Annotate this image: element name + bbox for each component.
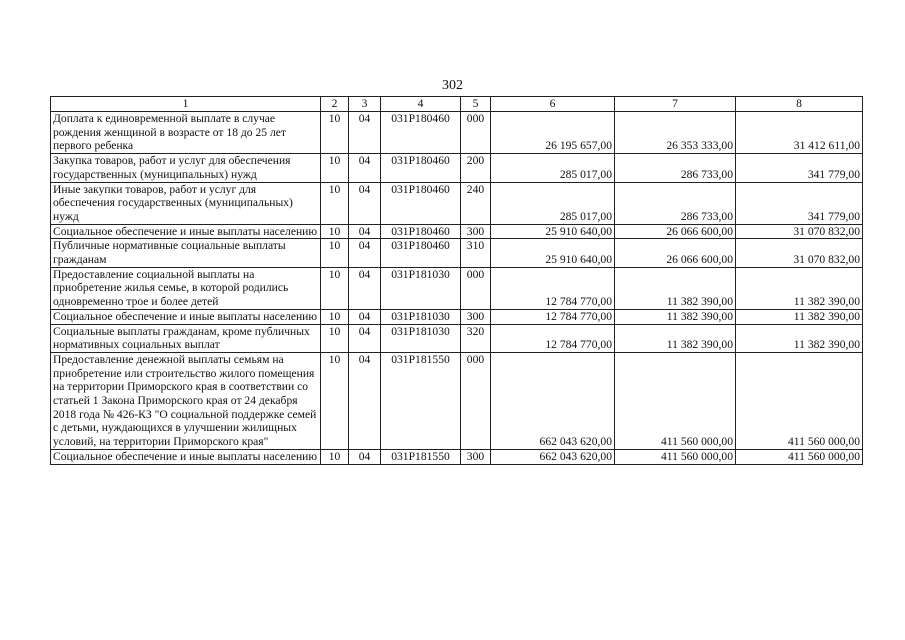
subsection-code: 04 <box>349 239 381 267</box>
expense-type-code: 000 <box>461 352 491 449</box>
expense-type-code: 240 <box>461 182 491 224</box>
amount-col-6: 25 910 640,00 <box>491 239 615 267</box>
header-col-1: 1 <box>51 97 321 112</box>
amount-col-6: 285 017,00 <box>491 182 615 224</box>
amount-col-8: 341 779,00 <box>736 154 863 182</box>
amount-col-8: 411 560 000,00 <box>736 352 863 449</box>
amount-col-6: 12 784 770,00 <box>491 267 615 309</box>
subsection-code: 04 <box>349 267 381 309</box>
target-article-code: 031P181550 <box>381 449 461 464</box>
row-name: Социальное обеспечение и иные выплаты населению <box>51 309 321 324</box>
target-article-code: 031P180460 <box>381 182 461 224</box>
expense-type-code: 000 <box>461 267 491 309</box>
amount-col-7: 411 560 000,00 <box>615 352 736 449</box>
expense-type-code: 300 <box>461 309 491 324</box>
target-article-code: 031P180460 <box>381 112 461 154</box>
subsection-code: 04 <box>349 352 381 449</box>
row-name: Закупка товаров, работ и услуг для обеспечения государственных (муниципальных) нужд <box>51 154 321 182</box>
table-row <box>51 224 863 239</box>
amount-col-8: 11 382 390,00 <box>736 309 863 324</box>
subsection-code: 04 <box>349 112 381 154</box>
amount-col-7: 286 733,00 <box>615 154 736 182</box>
amount-col-8: 31 412 611,00 <box>736 112 863 154</box>
amount-col-6: 285 017,00 <box>491 154 615 182</box>
table-row <box>51 154 863 182</box>
subsection-code: 04 <box>349 324 381 352</box>
subsection-code: 04 <box>349 224 381 239</box>
target-article-code: 031P181030 <box>381 309 461 324</box>
row-name: Социальное обеспечение и иные выплаты населению <box>51 224 321 239</box>
amount-col-8: 411 560 000,00 <box>736 449 863 464</box>
table-header <box>51 97 863 112</box>
section-code: 10 <box>321 309 349 324</box>
amount-col-7: 11 382 390,00 <box>615 309 736 324</box>
budget-table <box>50 96 863 465</box>
target-article-code: 031P181030 <box>381 267 461 309</box>
amount-col-7: 26 066 600,00 <box>615 224 736 239</box>
section-code: 10 <box>321 239 349 267</box>
expense-type-code: 300 <box>461 449 491 464</box>
table-row <box>51 182 863 224</box>
section-code: 10 <box>321 154 349 182</box>
amount-col-6: 26 195 657,00 <box>491 112 615 154</box>
row-name: Доплата к единовременной выплате в случае рождения женщиной в возрасте от 18 до 25 лет первого ребенка <box>51 112 321 154</box>
table-row <box>51 449 863 464</box>
amount-col-6: 662 043 620,00 <box>491 352 615 449</box>
amount-col-8: 11 382 390,00 <box>736 267 863 309</box>
amount-col-7: 286 733,00 <box>615 182 736 224</box>
target-article-code: 031P180460 <box>381 224 461 239</box>
header-col-7: 7 <box>615 97 736 112</box>
amount-col-6: 662 043 620,00 <box>491 449 615 464</box>
amount-col-8: 31 070 832,00 <box>736 224 863 239</box>
section-code: 10 <box>321 449 349 464</box>
subsection-code: 04 <box>349 182 381 224</box>
expense-type-code: 200 <box>461 154 491 182</box>
header-col-3: 3 <box>349 97 381 112</box>
row-name: Предоставление денежной выплаты семьям на приобретение или строительство жилого помещения на территории Приморского края в соответствии со статьей 1 Закона Приморского края от 24 декабря 2018 года № 426-КЗ "О социальной поддержке семей с детьми, нуждающихся в улучшении жилищных условий, на территории Приморского края" <box>51 352 321 449</box>
table-row <box>51 239 863 267</box>
amount-col-6: 25 910 640,00 <box>491 224 615 239</box>
target-article-code: 031P180460 <box>381 239 461 267</box>
amount-col-7: 411 560 000,00 <box>615 449 736 464</box>
row-name: Предоставление социальной выплаты на приобретение жилья семье, в которой родились одновременно трое и более детей <box>51 267 321 309</box>
subsection-code: 04 <box>349 449 381 464</box>
section-code: 10 <box>321 112 349 154</box>
amount-col-6: 12 784 770,00 <box>491 309 615 324</box>
section-code: 10 <box>321 224 349 239</box>
header-col-2: 2 <box>321 97 349 112</box>
header-col-4: 4 <box>381 97 461 112</box>
section-code: 10 <box>321 182 349 224</box>
row-name: Иные закупки товаров, работ и услуг для обеспечения государственных (муниципальных) нужд <box>51 182 321 224</box>
amount-col-8: 11 382 390,00 <box>736 324 863 352</box>
subsection-code: 04 <box>349 309 381 324</box>
header-col-5: 5 <box>461 97 491 112</box>
amount-col-7: 26 066 600,00 <box>615 239 736 267</box>
target-article-code: 031P181550 <box>381 352 461 449</box>
table-body <box>51 112 863 465</box>
section-code: 10 <box>321 324 349 352</box>
target-article-code: 031P181030 <box>381 324 461 352</box>
row-name: Публичные нормативные социальные выплаты гражданам <box>51 239 321 267</box>
expense-type-code: 320 <box>461 324 491 352</box>
amount-col-7: 11 382 390,00 <box>615 324 736 352</box>
header-col-6: 6 <box>491 97 615 112</box>
table-row <box>51 324 863 352</box>
expense-type-code: 000 <box>461 112 491 154</box>
amount-col-7: 26 353 333,00 <box>615 112 736 154</box>
amount-col-8: 31 070 832,00 <box>736 239 863 267</box>
table-row <box>51 309 863 324</box>
target-article-code: 031P180460 <box>381 154 461 182</box>
page-number: 302 <box>442 78 463 93</box>
amount-col-8: 341 779,00 <box>736 182 863 224</box>
header-col-8: 8 <box>736 97 863 112</box>
amount-col-6: 12 784 770,00 <box>491 324 615 352</box>
expense-type-code: 300 <box>461 224 491 239</box>
table-row <box>51 352 863 449</box>
table-row <box>51 112 863 154</box>
table-row <box>51 267 863 309</box>
amount-col-7: 11 382 390,00 <box>615 267 736 309</box>
section-code: 10 <box>321 352 349 449</box>
section-code: 10 <box>321 267 349 309</box>
row-name: Социальные выплаты гражданам, кроме публичных нормативных социальных выплат <box>51 324 321 352</box>
header-row <box>51 97 863 112</box>
subsection-code: 04 <box>349 154 381 182</box>
expense-type-code: 310 <box>461 239 491 267</box>
row-name: Социальное обеспечение и иные выплаты населению <box>51 449 321 464</box>
